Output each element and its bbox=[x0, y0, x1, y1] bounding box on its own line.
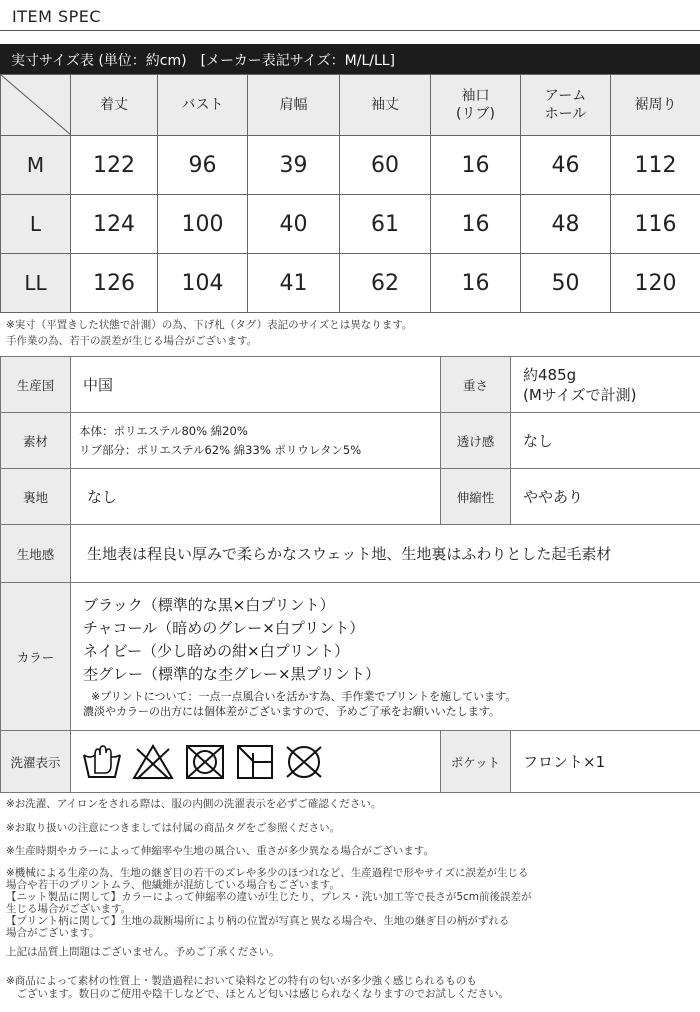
size-table bbox=[0, 74, 700, 313]
col-header: 裾周り bbox=[611, 75, 700, 136]
page-title: ITEM SPEC bbox=[12, 7, 102, 26]
table-cell: 100 bbox=[158, 195, 248, 254]
no-bleach-icon bbox=[131, 743, 175, 781]
color-item: ネイビー（少し暗めの紺×白プリント） bbox=[83, 642, 350, 660]
footnote: 上記は品質上問題はございません。予めご了承ください。 bbox=[6, 946, 280, 958]
hand-wash-icon bbox=[81, 743, 123, 781]
footnote: ございます。数日のご使用や陰干しなどで、ほとんど匂いは感じられなくなりますのでお試しください。 bbox=[6, 988, 509, 1000]
size-label: LL bbox=[1, 254, 71, 313]
lining-value: なし bbox=[71, 469, 441, 525]
table-cell: 39 bbox=[248, 136, 340, 195]
table-cell: 122 bbox=[71, 136, 158, 195]
print-note bbox=[83, 689, 700, 719]
size-note: 手作業の為、若干の誤差が生じる場合がございます。 bbox=[6, 335, 258, 347]
table-cell: 48 bbox=[521, 195, 611, 254]
material-rib: リブ部分：ポリエステル62% 綿33% ポリウレタン5% bbox=[79, 442, 362, 457]
table-cell: 16 bbox=[431, 195, 521, 254]
item-spec-header bbox=[0, 0, 700, 34]
table-cell: 116 bbox=[611, 195, 700, 254]
table-cell: 120 bbox=[611, 254, 700, 313]
print-note-line: 濃淡やカラーの出方には個体差がございますので、予めご了承をお願いいたします。 bbox=[83, 705, 500, 718]
table-cell: 16 bbox=[431, 136, 521, 195]
table-cell: 41 bbox=[248, 254, 340, 313]
table-cell: 104 bbox=[158, 254, 248, 313]
spec-row-wash bbox=[1, 731, 700, 793]
table-cell: 112 bbox=[611, 136, 700, 195]
material-value bbox=[71, 413, 441, 469]
table-row bbox=[1, 195, 700, 254]
col-header: 袖口 (リブ) bbox=[431, 75, 521, 136]
texture-value: 生地表は程良い厚みで柔らかなスウェット地、生地裏はふわりとした起毛素材 bbox=[71, 525, 700, 583]
col-header: バスト bbox=[158, 75, 248, 136]
table-cell: 96 bbox=[158, 136, 248, 195]
weight-amount: 約485g bbox=[523, 365, 577, 384]
line-dry-shade-icon bbox=[235, 743, 275, 781]
spec-row-texture bbox=[1, 525, 700, 583]
spec-row-origin bbox=[1, 357, 700, 413]
sheer-value: なし bbox=[511, 413, 700, 469]
spec-row-lining bbox=[1, 469, 700, 525]
sheer-label: 透け感 bbox=[441, 413, 511, 469]
color-list bbox=[83, 594, 700, 686]
texture-label: 生地感 bbox=[1, 525, 71, 583]
table-cell: 61 bbox=[340, 195, 431, 254]
spec-table bbox=[0, 356, 700, 793]
footnote: ※機械による生産の為、生地の継ぎ目の若干のズレや多少のほつれなど、生産過程で形やサイズに誤差が生じる bbox=[6, 867, 529, 879]
table-row bbox=[1, 254, 700, 313]
corner-cell bbox=[1, 75, 71, 136]
material-body: 本体：ポリエステル80% 綿20% bbox=[79, 423, 248, 438]
color-label: カラー bbox=[1, 583, 71, 731]
wash-symbols bbox=[71, 731, 441, 793]
table-cell: 60 bbox=[340, 136, 431, 195]
size-label: M bbox=[1, 136, 71, 195]
footnote: 生じる場合がございます。 bbox=[6, 903, 132, 915]
wash-label: 洗濯表示 bbox=[1, 731, 71, 793]
weight-label: 重さ bbox=[441, 357, 511, 413]
material-label: 素材 bbox=[1, 413, 71, 469]
origin-label: 生産国 bbox=[1, 357, 71, 413]
color-item: 杢グレー（標準的な杢グレー×黒プリント） bbox=[83, 665, 380, 683]
pocket-value: フロント×1 bbox=[511, 731, 700, 793]
color-item: チャコール（暗めのグレー×白プリント） bbox=[83, 619, 365, 637]
color-item: ブラック（標準的な黒×白プリント） bbox=[83, 596, 335, 614]
footnote: 場合や若干のプリントムラ、他繊維が混紡している場合もございます。 bbox=[6, 879, 340, 891]
no-tumble-dry-icon bbox=[183, 743, 227, 781]
size-label: L bbox=[1, 195, 71, 254]
color-value bbox=[71, 583, 700, 731]
table-cell: 16 bbox=[431, 254, 521, 313]
header-divider bbox=[0, 30, 700, 31]
size-table-band bbox=[0, 44, 700, 74]
size-table-title: 実寸サイズ表 (単位：約cm) [メーカー表記サイズ：M/L/LL] bbox=[11, 53, 396, 69]
pocket-label: ポケット bbox=[441, 731, 511, 793]
table-cell: 50 bbox=[521, 254, 611, 313]
diagonal-line-icon bbox=[1, 75, 71, 135]
footnote: ※生産時期やカラーによって伸縮率や生地の風合い、重さが多少異なる場合がございます。 bbox=[6, 845, 434, 857]
print-note-line: ※プリントについて：一点一点風合いを活かす為、手作業でプリントを施しています。 bbox=[91, 690, 517, 703]
no-dry-clean-icon bbox=[283, 743, 325, 781]
weight-note: (Mサイズで計測) bbox=[523, 385, 637, 404]
stretch-value: ややあり bbox=[511, 469, 700, 525]
col-header: 着丈 bbox=[71, 75, 158, 136]
size-table-header-row bbox=[1, 75, 700, 136]
footnote: 場合がございます。 bbox=[6, 927, 100, 939]
table-cell: 46 bbox=[521, 136, 611, 195]
lining-label: 裏地 bbox=[1, 469, 71, 525]
footnote: 【プリント柄に関して】生地の裁断場所により柄の位置が写真と異なる場合や、生地の継ぎ目の柄がずれる bbox=[6, 915, 510, 927]
col-header: アーム ホール bbox=[521, 75, 611, 136]
footnote: ※商品によって素材の性質上・製造過程において染料などの特有の匂いが多少強く感じられるものも bbox=[6, 975, 477, 987]
col-header: 肩幅 bbox=[248, 75, 340, 136]
table-cell: 126 bbox=[71, 254, 158, 313]
spec-row-material bbox=[1, 413, 700, 469]
origin-value: 中国 bbox=[71, 357, 441, 413]
stretch-label: 伸縮性 bbox=[441, 469, 511, 525]
footnote: ※お洗濯、アイロンをされる際は、服の内側の洗濯表示を必ずご確認ください。 bbox=[6, 798, 382, 810]
spec-row-color bbox=[1, 583, 700, 731]
col-header: 袖丈 bbox=[340, 75, 431, 136]
table-cell: 62 bbox=[340, 254, 431, 313]
size-note: ※実寸（平置きした状態で計測）の為、下げ札（タグ）表記のサイズとは異なります。 bbox=[6, 319, 413, 331]
table-cell: 40 bbox=[248, 195, 340, 254]
weight-value bbox=[511, 357, 700, 413]
table-cell: 124 bbox=[71, 195, 158, 254]
footnote: ※お取り扱いの注意につきましては付属の商品タグをご参照ください。 bbox=[6, 822, 341, 834]
table-row bbox=[1, 136, 700, 195]
footnote: 【ニット製品に関して】カラーによって伸縮率の違いが生じたり、プレス・洗い加工等で長さが5cm前後誤差が bbox=[6, 891, 532, 903]
